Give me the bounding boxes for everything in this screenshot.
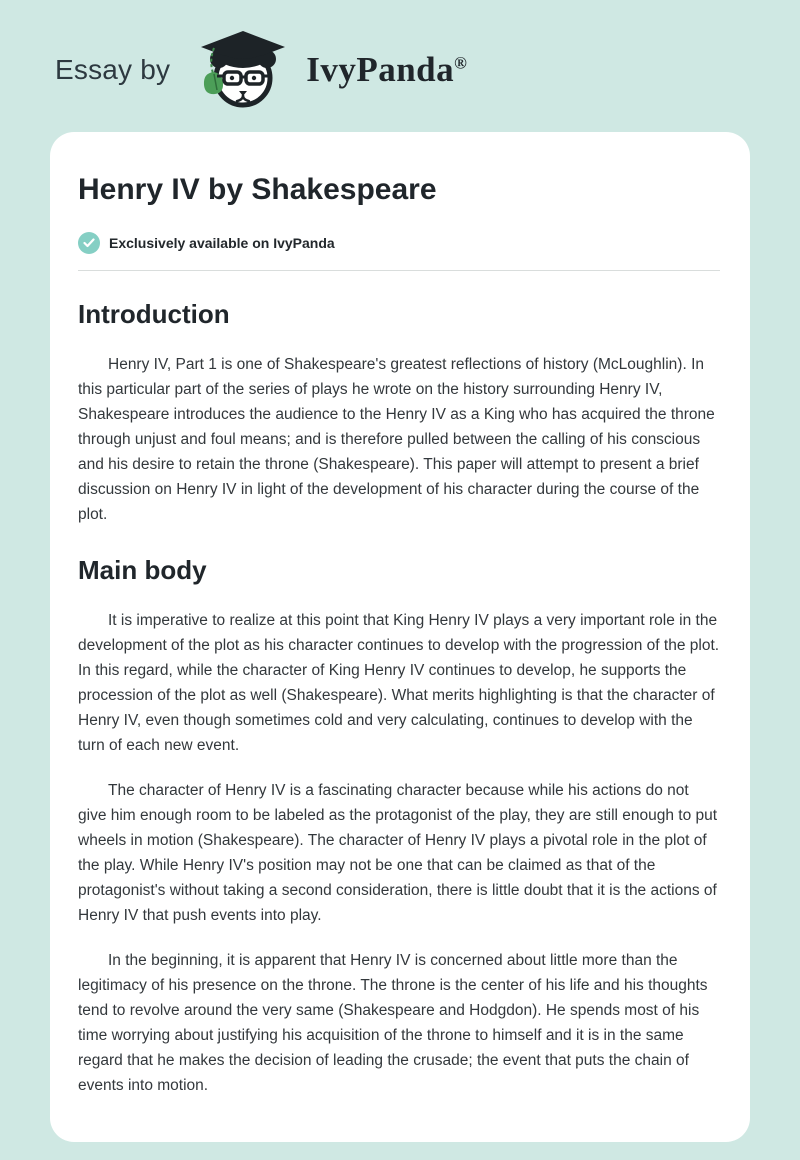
registered-trademark: ® xyxy=(454,53,468,73)
essay-title: Henry IV by Shakespeare xyxy=(78,173,437,206)
paragraph: It is imperative to realize at this point that King Henry IV plays a very important role in the development of the plot as his character continues to develop with the progression of the plot. In this regard, while the character of King Henry IV continues to develop, he supports the procession of the plot as well (Shakespeare). What merits highlighting is that the character of Henry IV, even though sometimes cold and very calculating, continues to develop with the turn of each new event. xyxy=(78,612,720,754)
section-heading-main-body: Main body xyxy=(78,555,207,585)
brand-name: IvyPanda® xyxy=(306,50,468,89)
section-main-body xyxy=(78,555,720,1098)
paragraph: The character of Henry IV is a fascinating character because while his actions do not give him enough room to be labeled as the protagonist of the play, they are still enough to put wheels in motion (Shakespeare). The character of Henry IV plays a pivotal role in the plot of the play. While Henry IV's position may not be one that can be claimed as that of the protagonist's without taking a second consideration, there is little doubt that it is the actions of Henry IV that push events into play. xyxy=(78,782,718,924)
essay-card xyxy=(50,132,750,1142)
essay-by-label: Essay by xyxy=(55,54,171,85)
check-icon xyxy=(78,232,100,254)
section-heading-introduction: Introduction xyxy=(78,299,230,329)
panda-graduate-icon xyxy=(188,30,288,110)
ivypanda-logo xyxy=(188,30,288,110)
exclusive-badge xyxy=(78,232,720,254)
section-introduction xyxy=(78,299,720,527)
divider xyxy=(78,270,720,271)
paragraph: Henry IV, Part 1 is one of Shakespeare's greatest reflections of history (McLoughlin). In this particular part of the series of plays he wrote on the history surrounding Henry IV, Shakespeare introduces the audience to the Henry IV as a King who has acquired the throne through unjust and foul means; and is therefore pulled between the calling of his conscious and his desire to retain the throne (Shakespeare). This paper will attempt to present a brief discussion on Henry IV in light of the development of his character during the course of the plot. xyxy=(78,356,715,523)
exclusive-badge-label: Exclusively available on IvyPanda xyxy=(109,235,335,251)
page-header xyxy=(0,0,800,132)
paragraph: In the beginning, it is apparent that Henry IV is concerned about little more than the legitimacy of his presence on the throne. The throne is the center of his life and his thoughts tend to revolve around the very same (Shakespeare and Hodgdon). He spends most of his time worrying about justifying his acquisition of the throne to himself and it is in the same regard that he makes the decision of leading the crusade; the event that puts the chain of events into motion. xyxy=(78,952,708,1094)
